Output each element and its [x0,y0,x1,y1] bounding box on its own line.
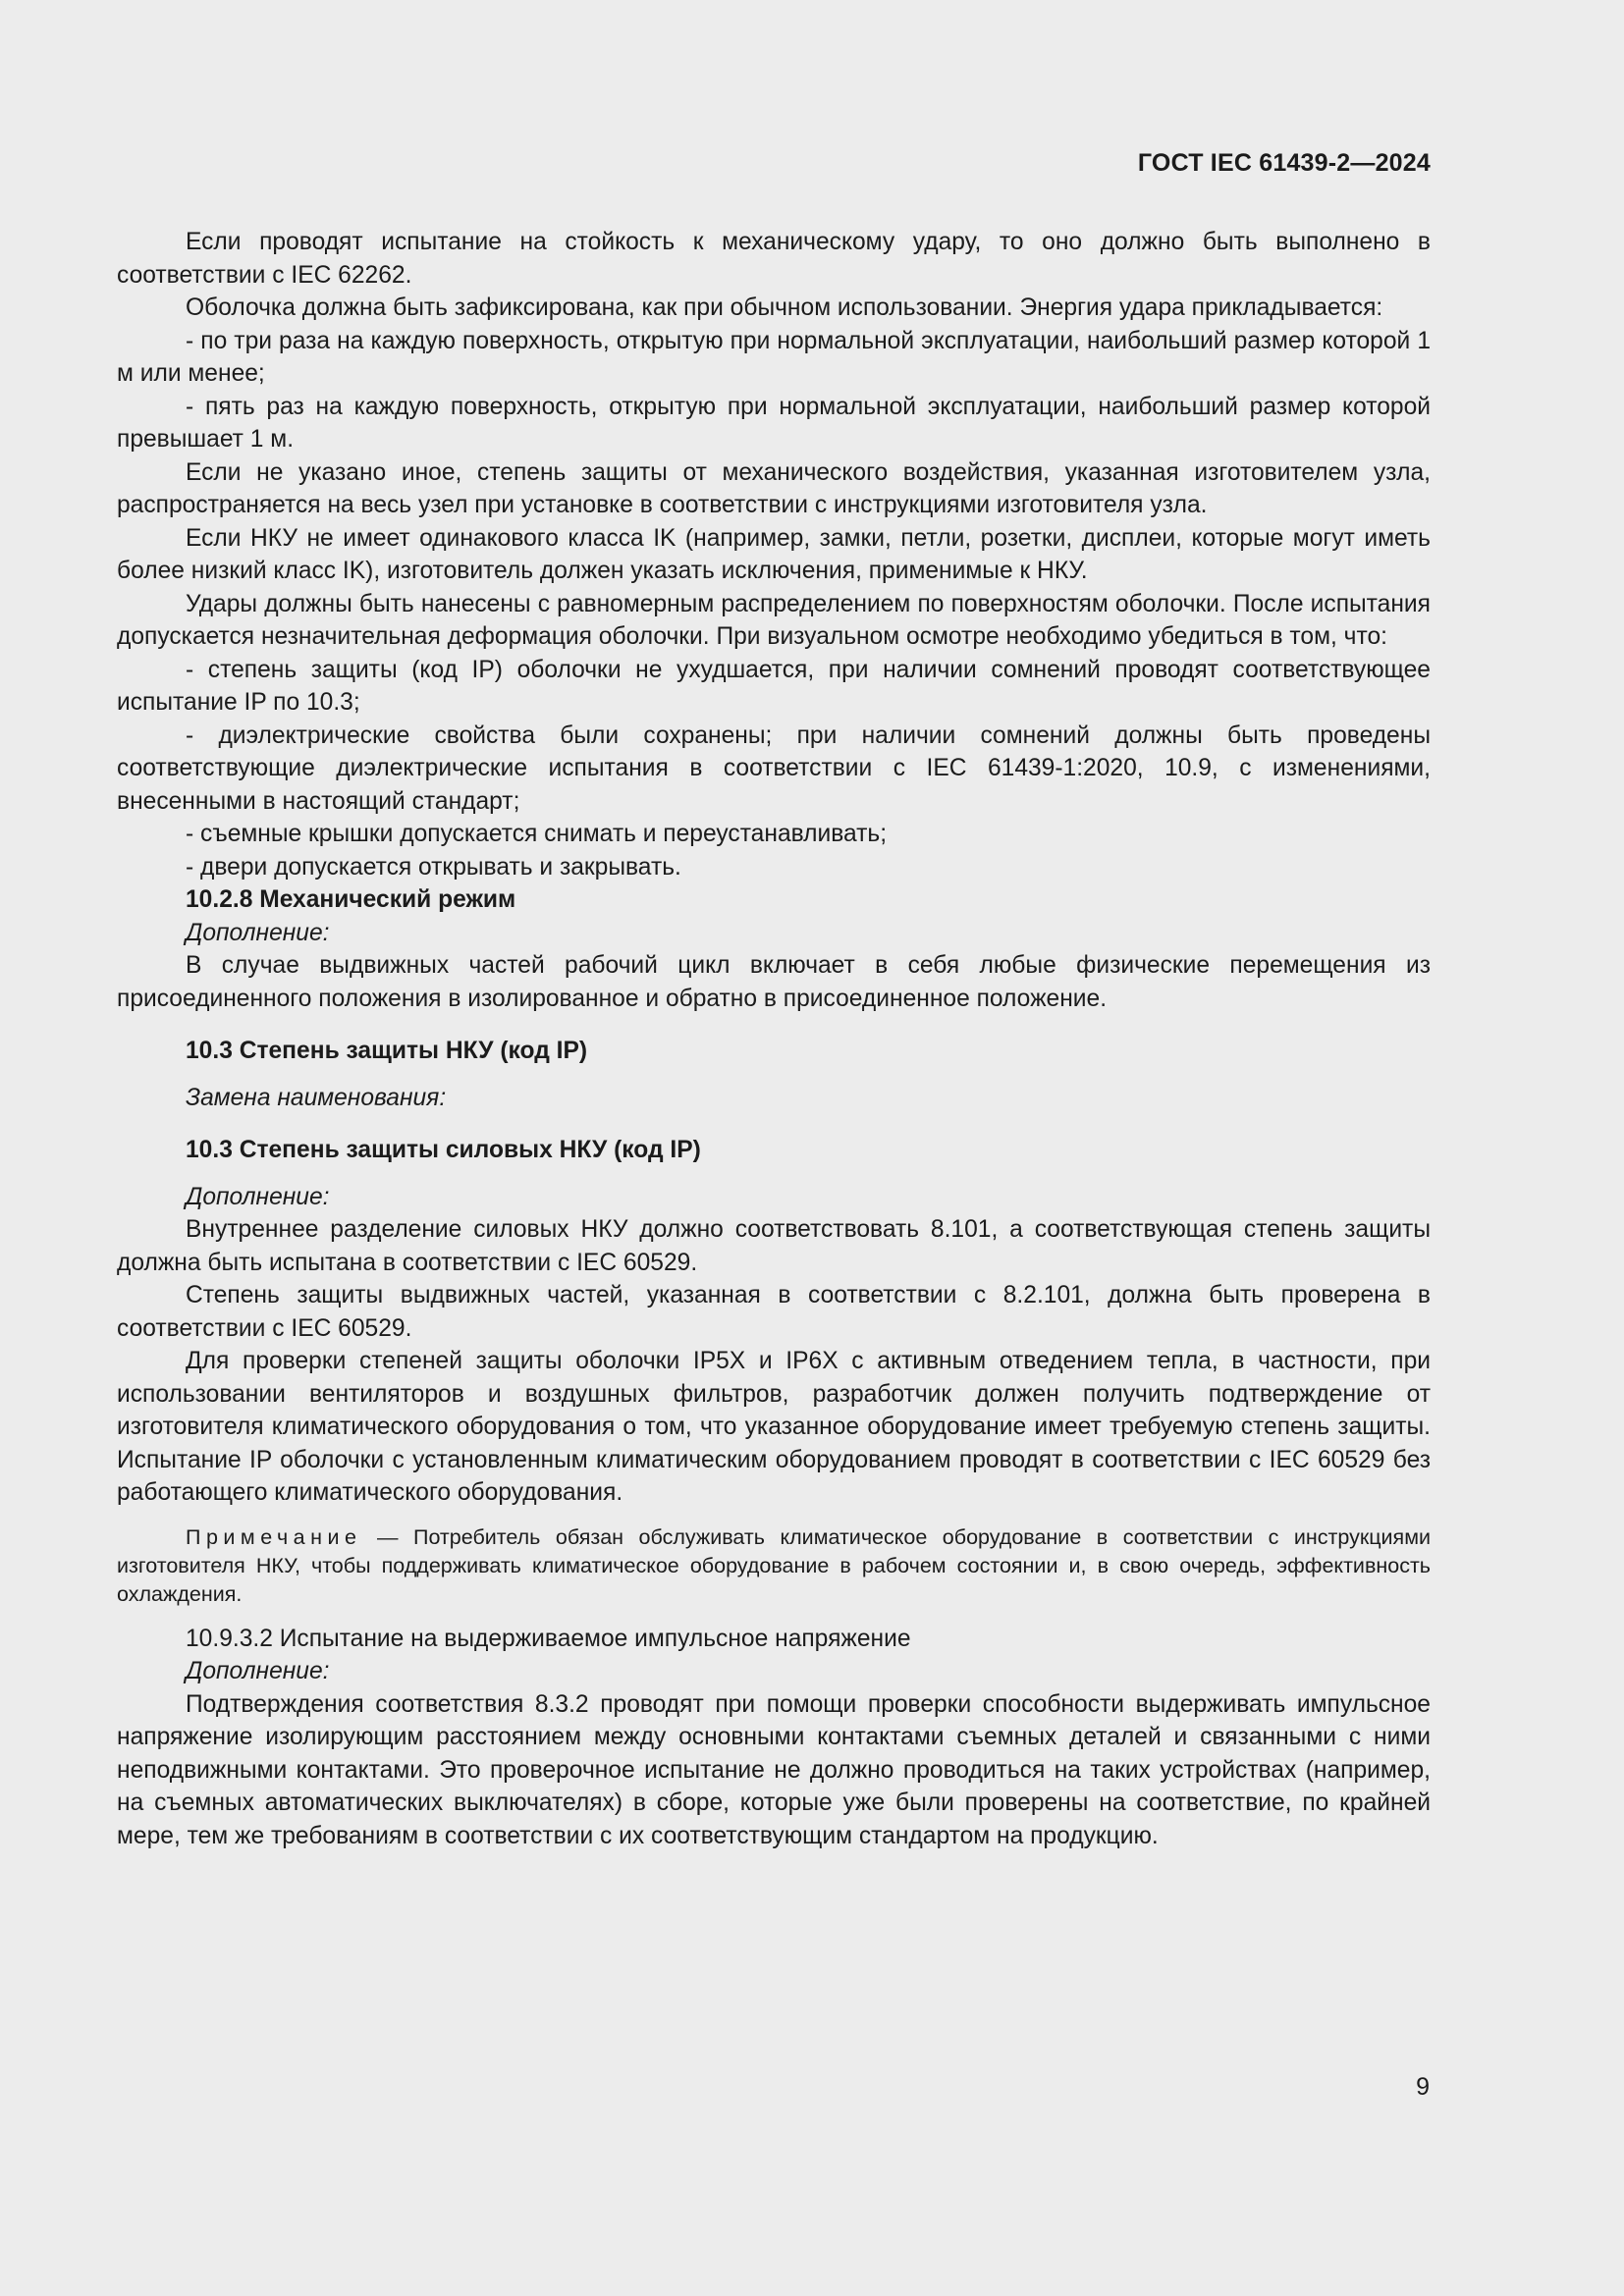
list-item: - съемные крышки допускается снимать и переустанавливать; [186,821,888,847]
note-text: — Потребитель обязан обслуживать климатическое оборудование в соответствии с инструкциями изготовителя НКУ, чтобы поддерживать климатическое оборудование в рабочем состоянии и, в свою очередь, эффективность охлаждения. [117,1524,1431,1606]
paragraph: Если проводят испытание на стойкость к механическому удару, то оно должно быть выполнено в соответствии с IEC 62262. [117,229,1431,289]
addition-label: Дополнение: [186,1183,330,1210]
paragraph: Степень защиты выдвижных частей, указанная в соответствии с 8.2.101, должна быть проверена в соответствии с IEC 60529. [117,1282,1431,1342]
paragraph: Для проверки степеней защиты оболочки IP5X и IP6X с активным отведением тепла, в частности, при использовании вентиляторов и воздушных фильтров, разработчик должен получить подтверждение от изготовителя климатического оборудования о том, что указанное оборудование имеет требуемую степень защиты. Испытание IP оболочки с установленным климатическим оборудованием проводят в соответствии с IEC 60529 без работающего климатического оборудования. [117,1348,1431,1506]
standard-header: ГОСТ IEC 61439-2—2024 [1137,149,1431,177]
paragraph: Подтверждения соответствия 8.3.2 проводят при помощи проверки способности выдерживать импульсное напряжение изолирующим расстоянием между основными контактами съемных деталей и связанными с ними неподвижными контактами. Это проверочное испытание не должно проводиться на таких устройствах (например, на съемных автоматических выключателях) в сборе, которые уже были проверены на соответствие, по крайней мере, тем же требованиям в соответствии с их соответствующим стандартом на продукцию. [117,1690,1431,1849]
list-item: - двери допускается открывать и закрывать. [186,853,681,881]
addition-label: Дополнение: [186,1658,330,1684]
note-label: Примечание [186,1524,362,1549]
list-item: - пять раз на каждую поверхность, открытую при нормальной эксплуатации, наибольший размер которой превышает 1 м. [117,393,1431,453]
list-item: - степень защиты (код IP) оболочки не ухудшается, при наличии сомнений проводят соответствующее испытание IP по 10.3; [117,656,1431,716]
section-heading-10-9-3-2: 10.9.3.2 Испытание на выдерживаемое импульсное напряжение [186,1625,911,1652]
replacement-label: Замена наименования: [186,1084,447,1111]
addition-label: Дополнение: [186,919,330,946]
paragraph: Если НКУ не имеет одинакового класса IK (например, замки, петли, розетки, дисплеи, которые могут иметь более низкий класс IK), изготовитель должен указать исключения, применимые к НКУ. [117,524,1431,584]
page-number: 9 [1416,2073,1430,2101]
list-item: - по три раза на каждую поверхность, открытую при нормальной эксплуатации, наибольший размер которой 1 м или менее; [117,327,1431,387]
paragraph: Если не указано иное, степень защиты от механического воздействия, указанная изготовителем узла, распространяется на весь узел при установке в соответствии с инструкциями изготовителя узла. [117,458,1431,518]
section-heading-10-3-new: 10.3 Степень защиты силовых НКУ (код IP) [186,1137,701,1163]
page-content [117,226,1431,1852]
section-heading-10-2-8: 10.2.8 Механический режим [186,886,516,913]
paragraph: Оболочка должна быть зафиксирована, как при обычном использовании. Энергия удара прикладывается: [186,294,1383,321]
section-heading-10-3: 10.3 Степень защиты НКУ (код IP) [186,1038,588,1064]
paragraph: Внутреннее разделение силовых НКУ должно соответствовать 8.101, а соответствующая степень защиты должна быть испытана в соответствии с IEC 60529. [117,1216,1431,1276]
paragraph: Удары должны быть нанесены с равномерным распределением по поверхностям оболочки. После испытания допускается незначительная деформация оболочки. При визуальном осмотре необходимо убедиться в том, что: [117,590,1431,650]
list-item: - диэлектрические свойства были сохранены; при наличии сомнений должны быть проведены соответствующие диэлектрические испытания в соответствии с IEC 61439-1:2020, 10.9, с изменениями, внесенными в настоящий стандарт; [117,721,1431,815]
note [117,1523,1431,1609]
paragraph: В случае выдвижных частей рабочий цикл включает в себя любые физические перемещения из присоединенного положения в изолированное и обратно в присоединенное положение. [117,952,1431,1012]
